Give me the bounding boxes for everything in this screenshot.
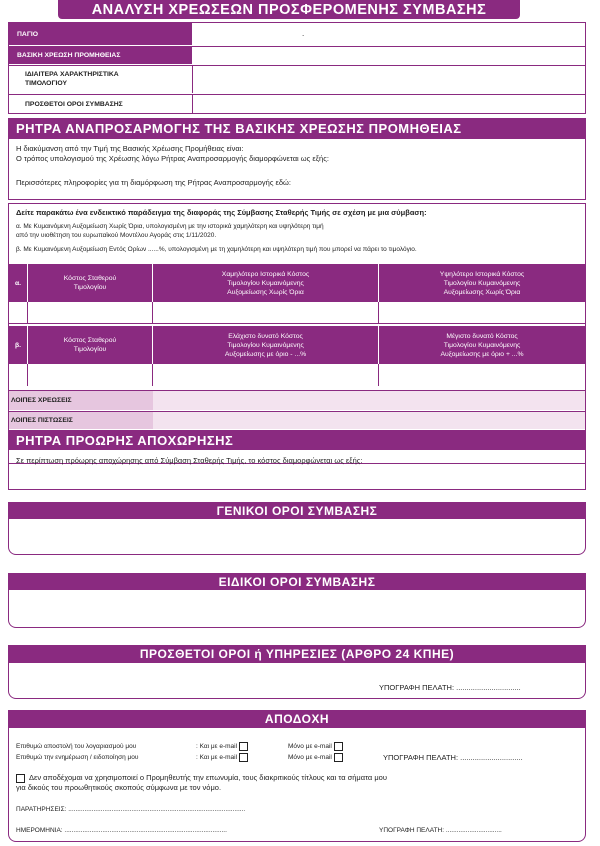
basic-charge-label: ΒΑΣΙΚΗ ΧΡΕΩΣΗ ΠΡΟΜΗΘΕΙΑΣ [9, 46, 192, 64]
adjustment-heading: ΡΗΤΡΑ ΑΝΑΠΡΟΣΑΡΜΟΓΗΣ ΤΗΣ ΒΑΣΙΚΗΣ ΧΡΕΩΣΗΣ ΠΡΟΜΗΘΕΙΑΣ [8, 118, 586, 138]
special-features-value[interactable] [192, 65, 585, 93]
early-exit-box [8, 450, 586, 490]
notify-label: Επιθυμώ την ενημέρωση / ειδοποίηση μου [16, 754, 139, 761]
notify-yes-email-checkbox[interactable] [239, 753, 248, 762]
table-a-col2: Χαμηλότερο Ιστορικά Κόστος Τιμολογίου Κυμαινόμενης Αυξομείωσης Χωρίς Όρια [152, 264, 378, 302]
notify-only-email-checkbox[interactable] [334, 753, 343, 762]
adjustment-line3: Περισσότερες πληροφορίες για τη διαμόρφωση της Ρήτρας Αναπροσαρμογής εδώ: [16, 178, 291, 187]
basic-charge-value[interactable] [192, 46, 585, 64]
early-exit-heading: ΡΗΤΡΑ ΠΡΟΩΡΗΣ ΑΠΟΧΩΡΗΣΗΣ [8, 430, 586, 450]
table-b-col1: Κόστος Σταθερού Τιμολογίου [27, 326, 152, 364]
extra-terms-box[interactable] [8, 663, 586, 699]
other-credits-label: ΛΟΙΠΕΣ ΠΙΣΤΩΣΕΙΣ [9, 411, 153, 429]
table-a-divider-3 [378, 302, 379, 324]
date-field[interactable]: ΗΜΕΡΟΜΗΝΙΑ: .......................................................................................... [16, 827, 227, 834]
table-a-value-row[interactable] [9, 302, 585, 324]
example-a-line1: α. Με Κυμαινόμενη Αυξομείωση Χωρίς Όρια, υπολογισμένη με την ιστορικά χαμηλότερη και υψηλότερη τιμή [16, 223, 324, 230]
table-b-divider-1 [27, 364, 28, 386]
table-b-marker: β. [14, 341, 22, 349]
consent-line-2: για δικούς του προωθητικούς σκοπούς σύμφωνα με τον νόμο. [16, 783, 222, 792]
general-terms-heading: ΓΕΝΙΚΟΙ ΟΡΟΙ ΣΥΜΒΑΣΗΣ [8, 502, 586, 519]
adjustment-line2: Ο τρόπος υπολογισμού της Χρέωσης λόγω Ρήτρας Αναπροσαρμογής διαμορφώνεται ως εξής: [16, 154, 329, 163]
other-charges-label: ΛΟΙΠΕΣ ΧΡΕΩΣΕΙΣ [9, 390, 153, 410]
special-terms-heading: ΕΙΔΙΚΟΙ ΟΡΟΙ ΣΥΜΒΑΣΗΣ [8, 573, 586, 590]
delivery-yes-email[interactable]: : Και με e-mail [196, 742, 248, 751]
delivery-label: Επιθυμώ αποστολή του λογαριασμού μου [16, 743, 137, 750]
delivery-only-email[interactable]: Μόνο με e-mail [288, 742, 343, 751]
consent-checkbox[interactable] [16, 774, 25, 783]
general-terms-box[interactable] [8, 519, 586, 555]
consent-line-1[interactable]: Δεν αποδέχομαι να χρησιμοποιεί ο Προμηθευτής την επωνυμία, τους διακριτικούς τίτλους και τα σήματα μου [16, 773, 387, 783]
extra-terms-heading: ΠΡΟΣΘΕΤΟΙ ΟΡΟΙ ή ΥΠΗΡΕΣΙΕΣ (ΑΡΘΡΟ 24 ΚΠΗΕ) [8, 645, 586, 663]
remarks-field[interactable]: ΠΑΡΑΤΗΡΗΣΕΙΣ: .................................................................................................. [16, 806, 246, 813]
table-b-col2: Ελάχιστο δυνατό Κόστος Τιμολογίου Κυμαινόμενης Αυξομείωσης με όριο - ...% [152, 326, 378, 364]
delivery-yes-email-checkbox[interactable] [239, 742, 248, 751]
table-b-divider-2 [152, 364, 153, 386]
table-b-value-row[interactable] [9, 364, 585, 386]
notify-yes-email[interactable]: : Και με e-mail [196, 753, 248, 762]
delivery-only-email-checkbox[interactable] [334, 742, 343, 751]
acceptance-signature-1[interactable]: ΥΠΟΓΡΑΦΗ ΠΕΛΑΤΗ: .............................. [383, 753, 523, 762]
table-a-col1: Κόστος Σταθερού Τιμολογίου [27, 264, 152, 302]
adjustment-line1: Η διακύμανση από την Τιμή της Βασικής Χρέωσης Προμήθειας είναι: [16, 144, 244, 153]
special-terms-box[interactable] [8, 590, 586, 628]
notify-only-email[interactable]: Μόνο με e-mail [288, 753, 343, 762]
extra-terms-signature[interactable]: ΥΠΟΓΡΑΦΗ ΠΕΛΑΤΗ: ............................... [379, 683, 521, 692]
table-a-col3: Υψηλότερο Ιστορικά Κόστος Τιμολογίου Κυμαινόμενης Αυξομείωσης Χωρίς Όρια [378, 264, 585, 302]
table-a-marker: α. [14, 279, 22, 287]
acceptance-signature-2[interactable]: ΥΠΟΓΡΑΦΗ ΠΕΛΑΤΗ: ............................... [379, 827, 502, 834]
example-a-line2: από την υιοθέτηση του ευρωπαϊκού Μοντέλου Αγοράς στις 1/11/2020. [16, 232, 217, 239]
table-a-divider-2 [152, 302, 153, 324]
page-title: ΑΝΑΛΥΣΗ ΧΡΕΩΣΕΩΝ ΠΡΟΣΦΕΡΟΜΕΝΗΣ ΣΥΜΒΑΣΗΣ [91, 1, 487, 18]
additional-terms-value[interactable] [192, 94, 585, 113]
page-title-banner [58, 0, 520, 19]
pagio-value[interactable]: . [302, 29, 305, 38]
additional-terms-label: ΠΡΟΣΘΕΤΟΙ ΟΡΟΙ ΣΥΜΒΑΣΗΣ [9, 94, 192, 113]
table-a-divider-1 [27, 302, 28, 324]
table-b-divider-3 [378, 364, 379, 386]
pagio-label: ΠΑΓΙΟ [9, 23, 192, 45]
acceptance-heading: ΑΠΟΔΟΧΗ [8, 710, 586, 728]
special-features-label: ΙΔΙΑΙΤΕΡΑ ΧΑΡΑΚΤΗΡΙΣΤΙΚΑ ΤΙΜΟΛΟΓΙΟΥ [9, 65, 192, 93]
example-title: Δείτε παρακάτω ένα ενδεικτικό παράδειγμα της διαφοράς της Σύμβασης Σταθερής Τιμής σε σχέση με μια σύμβαση: [16, 208, 427, 217]
early-exit-text: Σε περίπτωση πρόωρης αποχώρησης από Σύμβαση Σταθερής Τιμής, το κόστος διαμορφώνεται ως εξής: [16, 456, 363, 465]
table-b-col3: Μέγιστο δυνατό Κόστος Τιμολογίου Κυμαινόμενης Αυξομείωσης με όριο + ...% [378, 326, 585, 364]
example-b-line: β. Με Κυμαινόμενη Αυξομείωση Εντός Ορίων ......%, υπολογισμένη με τη χαμηλότερη και υψηλότερη τιμή που μπορεί να πάρει το τιμολόγιο. [16, 246, 417, 253]
